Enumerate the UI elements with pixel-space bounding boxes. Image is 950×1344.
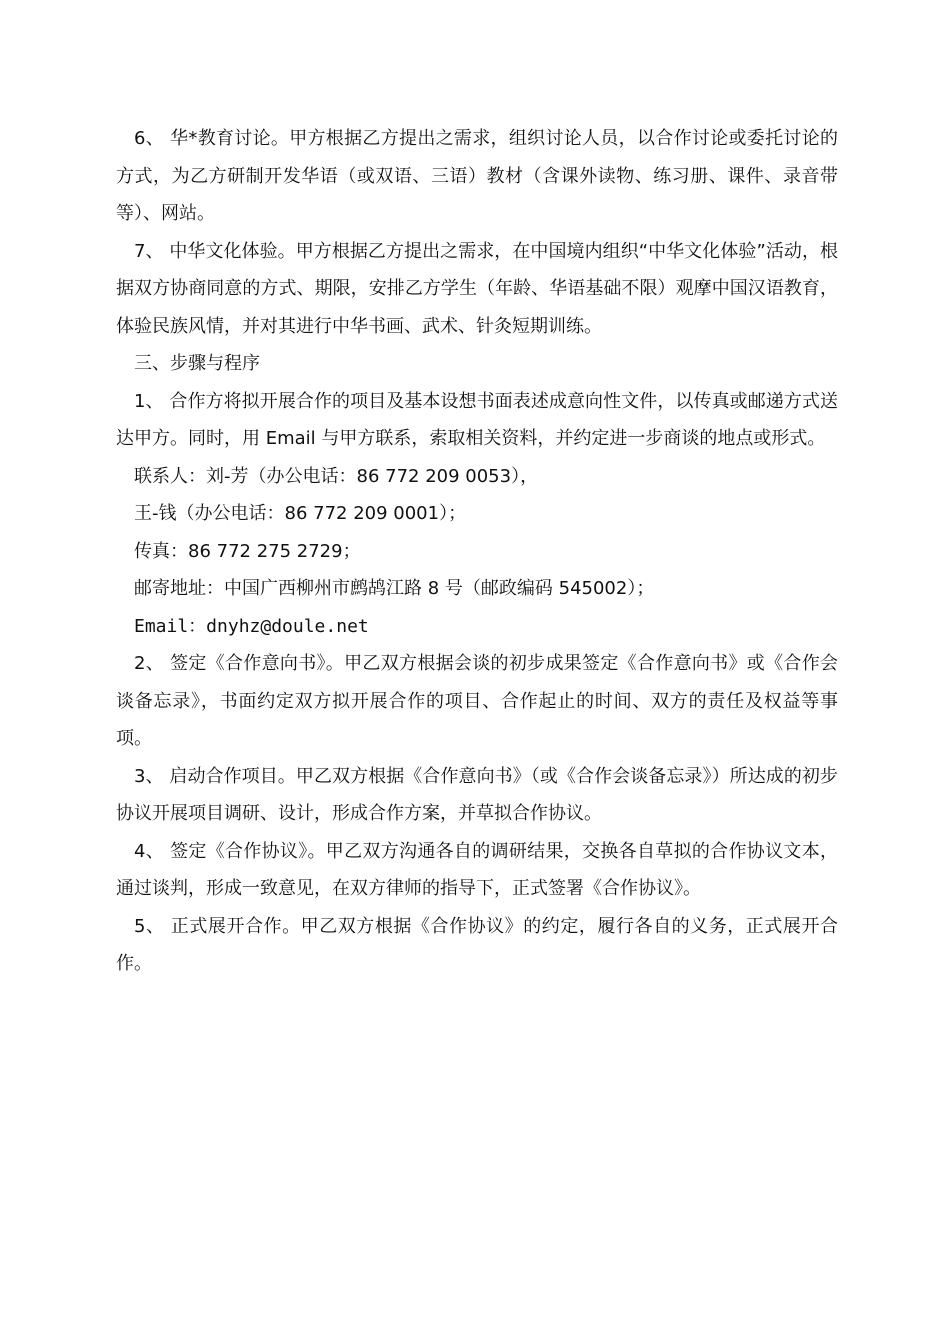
section-heading: 三、步骤与程序 bbox=[134, 353, 260, 374]
step-5-paragraph: 5、 正式展开合作。甲乙双方根据《合作协议》的约定，履行各自的义务，正式展开合作。 bbox=[116, 915, 838, 974]
item-6-paragraph: 6、 华*教育讨论。甲方根据乙方提出之需求，组织讨论人员，以合作讨论或委托讨论的方式，为乙方研制开发华语（或双语、三语）教材（含课外读物、练习册、课件、录音带等）、网站。 bbox=[116, 128, 838, 224]
email-line: Email：dnyhz@doule.net bbox=[134, 615, 369, 637]
mailing-address: 邮寄地址：中国广西柳州市鹧鸪江路 8 号（邮政编码 545002）； bbox=[134, 578, 655, 599]
step-3-paragraph: 3、 启动合作项目。甲乙双方根据《合作意向书》（或《合作会谈备忘录》）所达成的初步协议开展项目调研、设计，形成合作方案，并草拟合作协议。 bbox=[116, 765, 838, 824]
item-7-paragraph: 7、 中华文化体验。甲方根据乙方提出之需求，在中国境内组织“中华文化体验”活动，根据双方协商同意的方式、期限，安排乙方学生（年龄、华语基础不限）观摩中国汉语教育，体验民族风情，并对其进行中华书画、武术、针灸短期训练。 bbox=[116, 240, 838, 337]
contact-person-2: 王-钱（办公电话：86 772 209 0001）； bbox=[134, 503, 467, 524]
document-body bbox=[116, 120, 838, 983]
fax-line: 传真：86 772 275 2729； bbox=[134, 540, 361, 562]
contact-person-1: 联系人：刘-芳（办公电话：86 772 209 0053）， bbox=[134, 465, 539, 487]
step-1-paragraph: 1、 合作方将拟开展合作的项目及基本设想书面表述成意向性文件，以传真或邮递方式送达甲方。同时，用 Email 与甲方联系，索取相关资料，并约定进一步商谈的地点或形式。 bbox=[116, 390, 838, 449]
step-4-paragraph: 4、 签定《合作协议》。甲乙双方沟通各自的调研结果，交换各自草拟的合作协议文本，通过谈判，形成一致意见，在双方律师的指导下，正式签署《合作协议》。 bbox=[116, 840, 838, 899]
step-2-paragraph: 2、 签定《合作意向书》。甲乙双方根据会谈的初步成果签定《合作意向书》或《合作会谈备忘录》，书面约定双方拟开展合作的项目、合作起止的时间、双方的责任及权益等事项。 bbox=[116, 653, 838, 749]
